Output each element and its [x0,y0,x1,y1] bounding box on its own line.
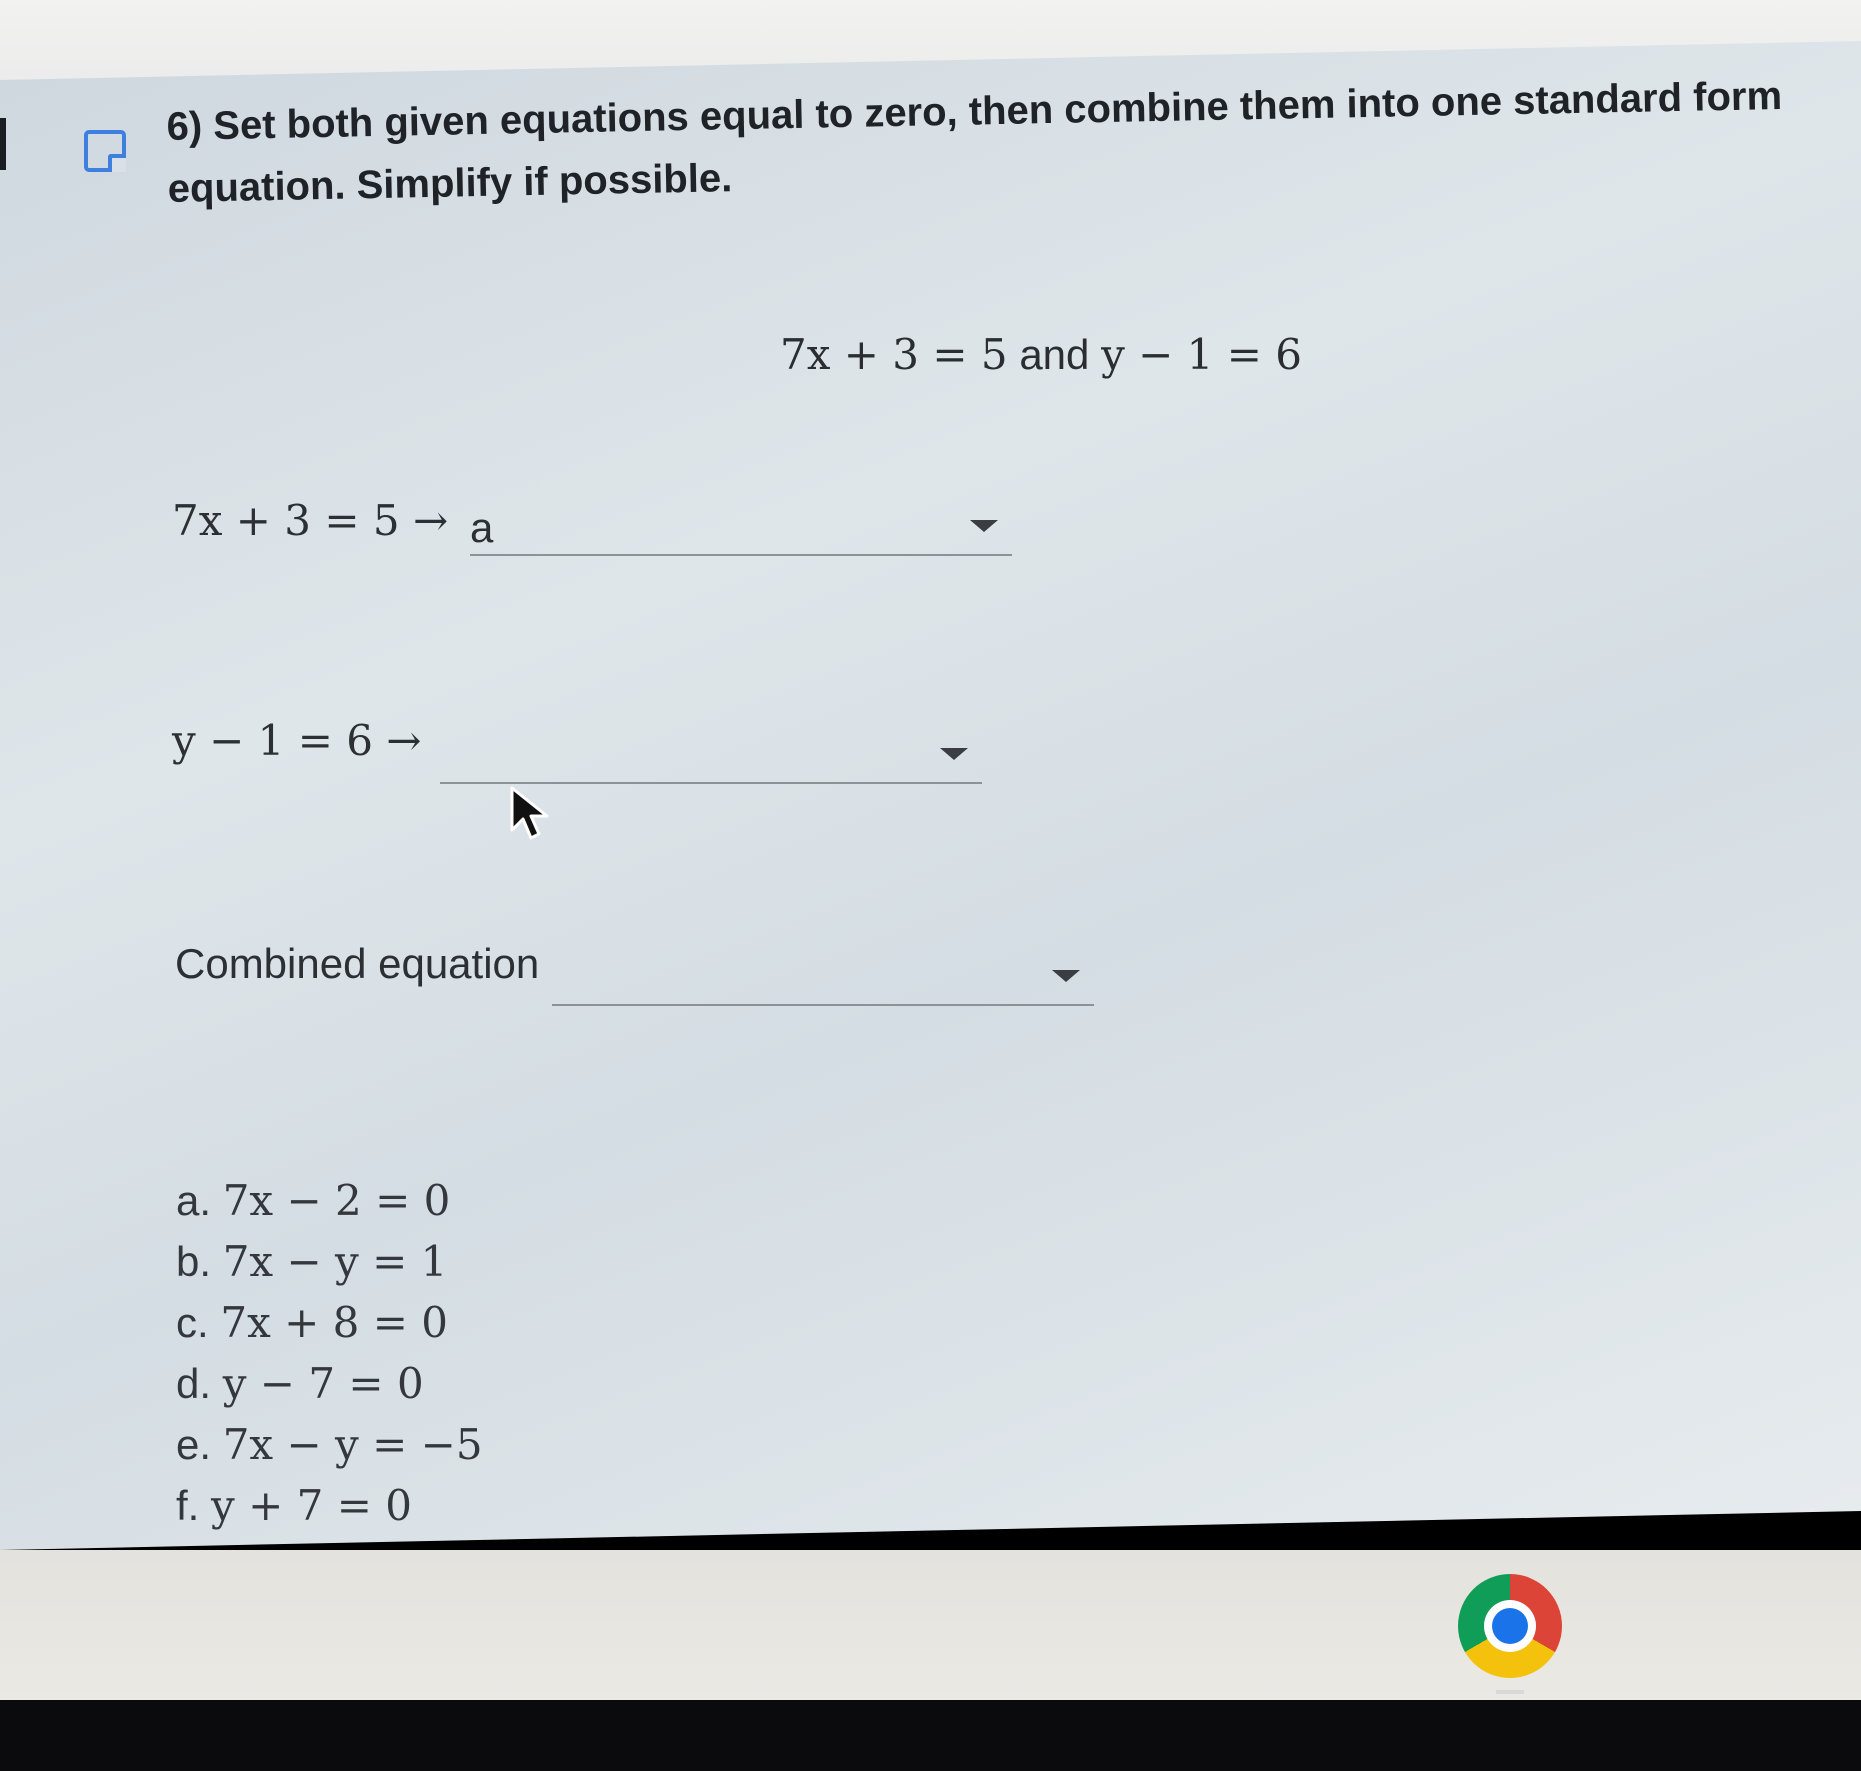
app-running-indicator [1496,1690,1524,1694]
row-label-eq2: y − 1 = 6 → [172,716,422,765]
option-text: 7x − 2 = 0 [222,1176,451,1225]
option-letter: d. [176,1360,212,1407]
option-f [176,1475,483,1536]
bookmark-icon[interactable] [84,130,126,172]
answer-options [176,1170,483,1536]
option-letter: b. [176,1238,212,1285]
option-a [176,1170,483,1231]
option-text: y − 7 = 0 [222,1359,424,1408]
question-prompt-line-2: equation. Simplify if possible. [167,156,733,211]
dropdown-eq1[interactable] [470,498,1012,556]
option-letter: c. [176,1299,209,1346]
chrome-icon[interactable] [1458,1574,1562,1678]
dropdown-eq2[interactable] [440,726,982,784]
option-d [176,1353,483,1414]
option-b [176,1231,483,1292]
option-c [176,1292,483,1353]
option-text: 7x − y = −5 [222,1420,483,1469]
option-letter: e. [176,1421,212,1468]
given-equation-1: 7x + 3 = 5 [780,330,1008,379]
caret-down-icon [1052,970,1080,982]
left-edge-marker [0,118,6,170]
option-letter: a. [176,1177,212,1224]
option-text: 7x + 8 = 0 [220,1298,448,1347]
option-e [176,1414,483,1475]
option-text: 7x − y = 1 [222,1237,448,1286]
question-number: 6) [166,104,203,149]
option-letter: f. [176,1482,200,1529]
row-label-eq1: 7x + 3 = 5 → [172,496,449,545]
question-prompt-line-1: Set both given equations equal to zero, then combine them into one standard form [212,73,1783,149]
dropdown-combined[interactable] [552,948,1094,1006]
option-text: y + 7 = 0 [211,1481,412,1530]
given-equations [780,330,1302,379]
taskbar-area [0,1550,1861,1700]
given-equation-2: y − 1 = 6 [1101,330,1303,379]
dropdown-eq1-value: a [470,504,494,551]
caret-down-icon [940,748,968,760]
monitor-bottom-bezel [0,1700,1861,1771]
mouse-pointer-icon [510,786,556,842]
given-connector: and [1019,331,1090,378]
row-label-combined: Combined equation [175,940,540,987]
caret-down-icon [970,520,998,532]
